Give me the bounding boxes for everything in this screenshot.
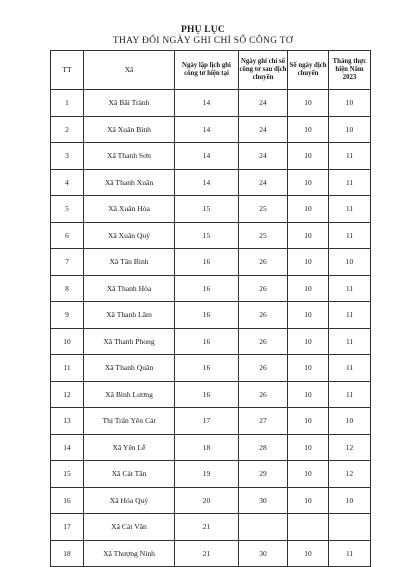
cell-xa: Xã Xuân Hòa [84,196,175,223]
cell-tt: 2 [51,116,84,143]
cell-month: 11 [329,169,371,196]
cell-new-date: 27 [239,408,288,435]
cell-tt: 15 [51,461,84,488]
cell-new-date: 24 [239,116,288,143]
cell-month: 11 [329,143,371,170]
cell-tt: 6 [51,222,84,249]
cell-current-date: 18 [175,434,239,461]
cell-shift-days: 10 [288,249,329,276]
cell-xa: Xã Thanh Phong [84,328,175,355]
document-title: PHỤ LỤC [181,25,225,35]
cell-current-date: 14 [175,116,239,143]
table-row [51,461,371,488]
cell-month: 11 [329,328,371,355]
cell-tt: 4 [51,169,84,196]
cell-current-date: 16 [175,275,239,302]
cell-xa: Xã Thanh Hòa [84,275,175,302]
header-shift-days: Số ngày dịch chuyển [288,51,329,90]
table-row [51,487,371,514]
cell-new-date: 26 [239,381,288,408]
header-xa: Xã [84,51,175,90]
cell-tt: 5 [51,196,84,223]
header-month: Tháng thực hiện Năm 2023 [329,51,371,90]
header-current-date: Ngày lập lịch ghi công tơ hiện tại [175,51,239,90]
cell-xa: Xã Thanh Quân [84,355,175,382]
cell-new-date: 26 [239,302,288,329]
table-row [51,434,371,461]
cell-new-date: 24 [239,143,288,170]
cell-tt: 18 [51,540,84,567]
table-row [51,408,371,435]
cell-tt: 8 [51,275,84,302]
cell-shift-days: 10 [288,302,329,329]
cell-current-date: 16 [175,381,239,408]
cell-xa: Xã Thanh Xuân [84,169,175,196]
cell-current-date: 21 [175,514,239,541]
cell-month: 10 [329,408,371,435]
cell-new-date: 30 [239,487,288,514]
cell-month: 11 [329,275,371,302]
cell-month: 12 [329,461,371,488]
cell-current-date: 16 [175,302,239,329]
cell-new-date: 30 [239,540,288,567]
document-subtitle: THAY ĐỔI NGÀY GHI CHỈ SỐ CÔNG TƠ [112,36,294,46]
cell-current-date: 15 [175,196,239,223]
cell-shift-days: 10 [288,355,329,382]
table-row [51,169,371,196]
table-row [51,275,371,302]
cell-new-date [239,514,288,541]
cell-tt: 11 [51,355,84,382]
cell-tt: 16 [51,487,84,514]
cell-tt: 7 [51,249,84,276]
cell-xa: Xã Xuân Quỳ [84,222,175,249]
cell-current-date: 19 [175,461,239,488]
cell-tt: 12 [51,381,84,408]
cell-xa: Xã Xuân Bình [84,116,175,143]
cell-new-date: 25 [239,196,288,223]
cell-xa: Xã Bình Lương [84,381,175,408]
cell-current-date: 16 [175,249,239,276]
cell-xa: Xã Hóa Quỳ [84,487,175,514]
cell-tt: 17 [51,514,84,541]
cell-new-date: 26 [239,275,288,302]
cell-xa: Xã Thanh Sơn [84,143,175,170]
cell-shift-days: 10 [288,169,329,196]
cell-month: 11 [329,540,371,567]
cell-tt: 1 [51,90,84,117]
cell-shift-days: 10 [288,90,329,117]
cell-shift-days: 10 [288,381,329,408]
cell-xa: Xã Cát Vân [84,514,175,541]
table-row [51,381,371,408]
cell-xa: Thị Trấn Yên Cát [84,408,175,435]
cell-month: 11 [329,196,371,223]
cell-shift-days: 10 [288,222,329,249]
cell-new-date: 24 [239,90,288,117]
cell-current-date: 17 [175,408,239,435]
cell-current-date: 21 [175,540,239,567]
header-tt: TT [51,51,84,90]
cell-shift-days: 10 [288,116,329,143]
cell-shift-days: 10 [288,487,329,514]
cell-current-date: 14 [175,169,239,196]
cell-current-date: 16 [175,355,239,382]
cell-shift-days: 10 [288,408,329,435]
table-row [51,540,371,567]
table-row [51,302,371,329]
table-row [51,514,371,541]
cell-month: 11 [329,381,371,408]
table-row [51,116,371,143]
cell-current-date: 14 [175,90,239,117]
cell-month [329,514,371,541]
cell-xa: Xã Bãi Trành [84,90,175,117]
cell-shift-days: 10 [288,275,329,302]
cell-month: 12 [329,434,371,461]
cell-month: 10 [329,249,371,276]
table-row [51,249,371,276]
table-row [51,143,371,170]
cell-month: 11 [329,355,371,382]
cell-new-date: 26 [239,249,288,276]
table-row [51,328,371,355]
cell-new-date: 24 [239,169,288,196]
cell-new-date: 25 [239,222,288,249]
cell-shift-days [288,514,329,541]
schedule-table [50,50,371,567]
cell-month: 10 [329,90,371,117]
cell-current-date: 16 [175,328,239,355]
cell-month: 11 [329,302,371,329]
cell-tt: 14 [51,434,84,461]
cell-month: 11 [329,222,371,249]
cell-current-date: 20 [175,487,239,514]
cell-tt: 3 [51,143,84,170]
table-row [51,90,371,117]
cell-shift-days: 10 [288,143,329,170]
cell-shift-days: 10 [288,461,329,488]
cell-xa: Xã Cát Tân [84,461,175,488]
table-body [51,90,371,567]
cell-month: 10 [329,487,371,514]
cell-xa: Xã Thượng Ninh [84,540,175,567]
cell-new-date: 26 [239,355,288,382]
cell-month: 10 [329,116,371,143]
cell-new-date: 29 [239,461,288,488]
header-new-date: Ngày ghi chỉ số công tơ sau dịch chuyển [239,51,288,90]
cell-xa: Xã Thanh Lâm [84,302,175,329]
cell-tt: 9 [51,302,84,329]
cell-shift-days: 10 [288,196,329,223]
cell-current-date: 15 [175,222,239,249]
cell-new-date: 26 [239,328,288,355]
cell-tt: 13 [51,408,84,435]
cell-tt: 10 [51,328,84,355]
cell-shift-days: 10 [288,540,329,567]
cell-shift-days: 10 [288,328,329,355]
table-row [51,355,371,382]
cell-shift-days: 10 [288,434,329,461]
cell-xa: Xã Yên Lễ [84,434,175,461]
cell-current-date: 14 [175,143,239,170]
cell-xa: Xã Tân Bình [84,249,175,276]
table-row [51,222,371,249]
table-row [51,196,371,223]
cell-new-date: 28 [239,434,288,461]
table-header-row [51,51,371,90]
